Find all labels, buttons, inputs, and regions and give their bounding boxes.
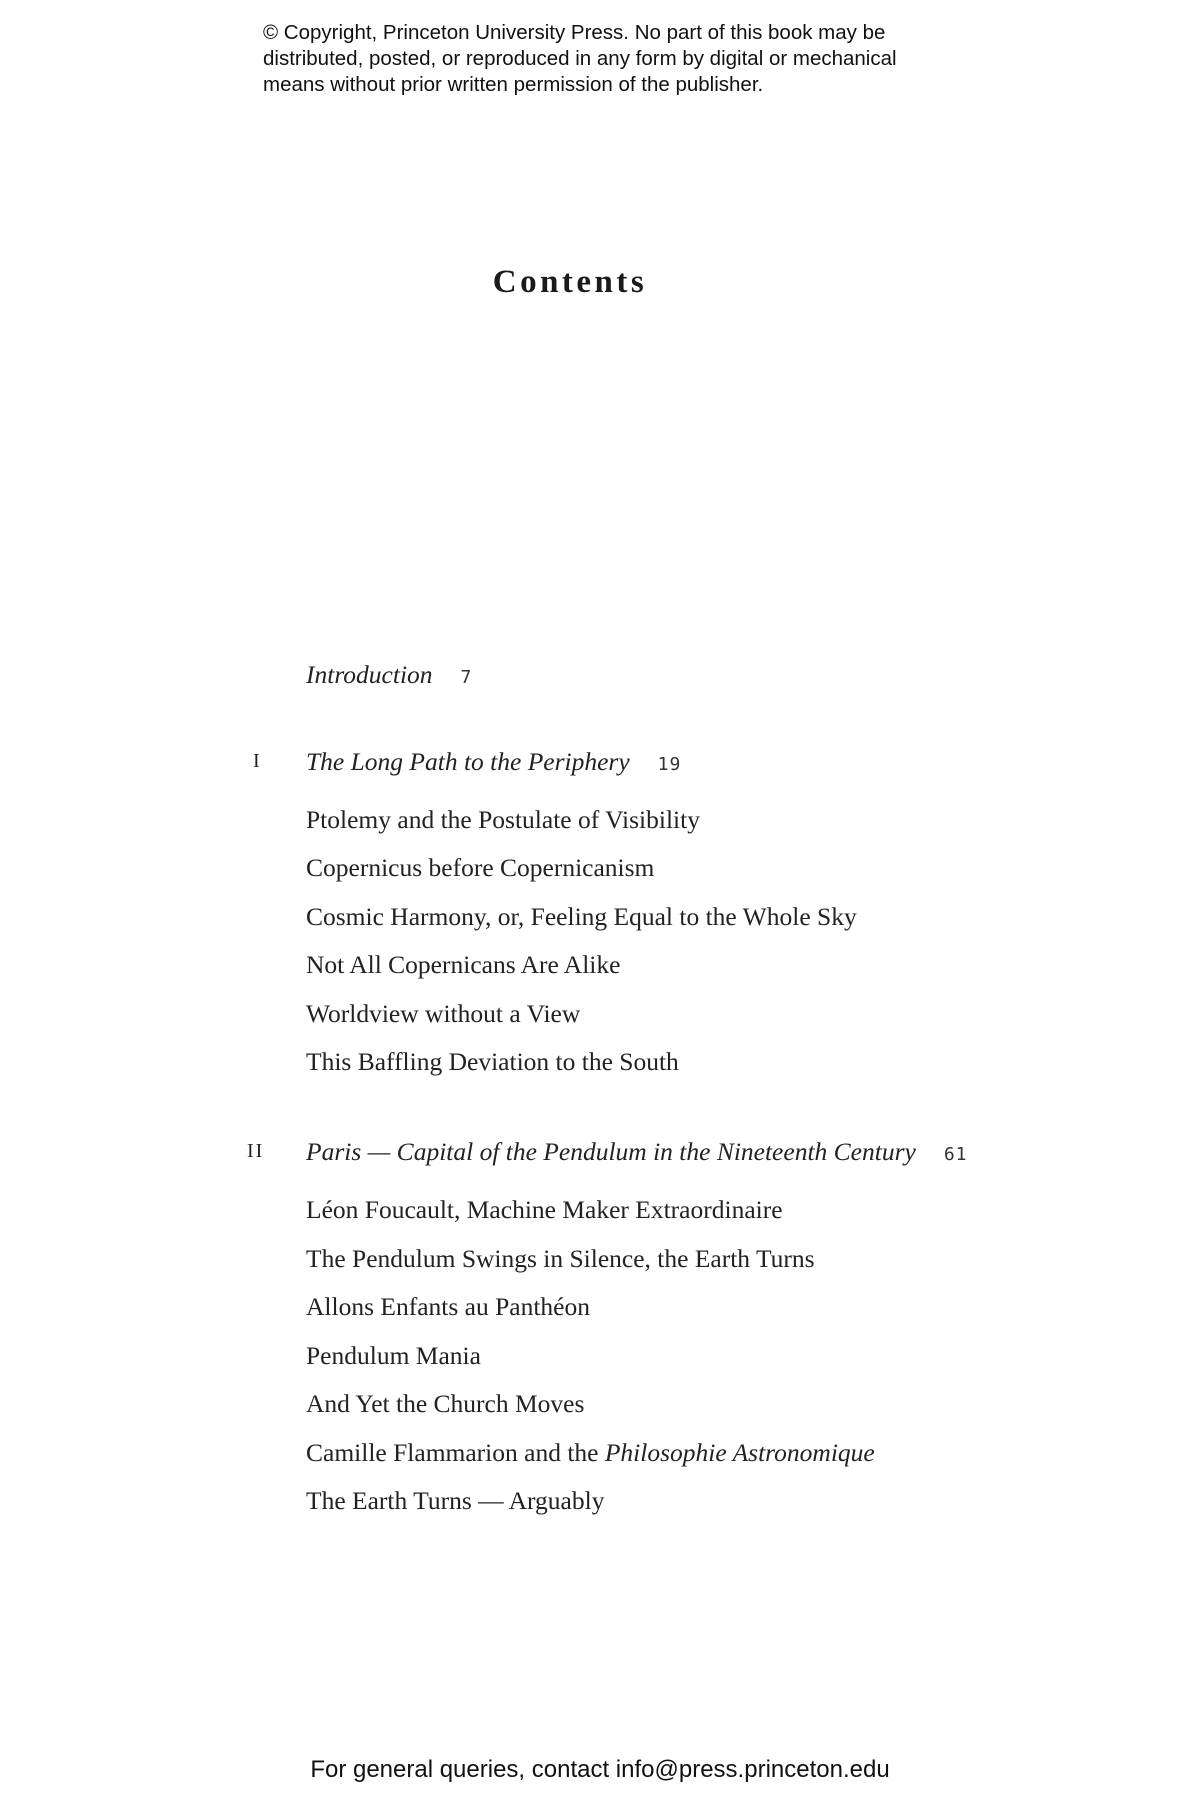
- toc-introduction: [306, 660, 472, 693]
- part-1-numeral: I: [253, 750, 262, 772]
- toc-part-1-page: 19: [657, 754, 682, 775]
- toc-section: And Yet the Church Moves: [306, 1389, 585, 1418]
- toc-section: Allons Enfants au Panthéon: [306, 1292, 590, 1321]
- toc-introduction-page: 7: [460, 667, 473, 688]
- toc-part-2-page: 61: [943, 1144, 968, 1165]
- toc-part-1: [306, 747, 681, 780]
- copyright-line: means without prior written permission of the publisher.: [263, 73, 764, 96]
- toc-section: Pendulum Mania: [306, 1341, 481, 1370]
- toc-part-2-title: Paris — Capital of the Pendulum in the Nineteenth Century: [306, 1137, 916, 1166]
- toc-section: Ptolemy and the Postulate of Visibility: [306, 805, 700, 834]
- copyright-line: © Copyright, Princeton University Press. No part of this book may be: [263, 21, 886, 44]
- copyright-notice: [263, 20, 963, 98]
- toc-section: Not All Copernicans Are Alike: [306, 950, 621, 979]
- toc-section: This Baffling Deviation to the South: [306, 1047, 679, 1076]
- toc-section: Cosmic Harmony, or, Feeling Equal to the Whole Sky: [306, 902, 857, 931]
- toc-section: Copernicus before Copernicanism: [306, 853, 655, 882]
- toc-section: The Earth Turns — Arguably: [306, 1486, 605, 1515]
- footer-contact: For general queries, contact info@press.princeton.edu: [310, 1756, 890, 1783]
- toc-section-italic-title: Philosophie Astronomique: [604, 1438, 875, 1467]
- toc-section: Léon Foucault, Machine Maker Extraordinaire: [306, 1195, 783, 1224]
- copyright-line: distributed, posted, or reproduced in any form by digital or mechanical: [263, 47, 897, 70]
- toc-section-text: Camille Flammarion and the: [306, 1438, 599, 1467]
- toc-part-2: [306, 1137, 968, 1170]
- toc-introduction-title: Introduction: [306, 660, 433, 689]
- part-2-numeral: II: [247, 1140, 265, 1162]
- page-title: Contents: [492, 264, 648, 300]
- toc-section: [306, 1438, 875, 1468]
- toc-part-1-title: The Long Path to the Periphery: [306, 747, 630, 776]
- toc-section: The Pendulum Swings in Silence, the Earth Turns: [306, 1244, 815, 1273]
- toc-section: Worldview without a View: [306, 999, 581, 1028]
